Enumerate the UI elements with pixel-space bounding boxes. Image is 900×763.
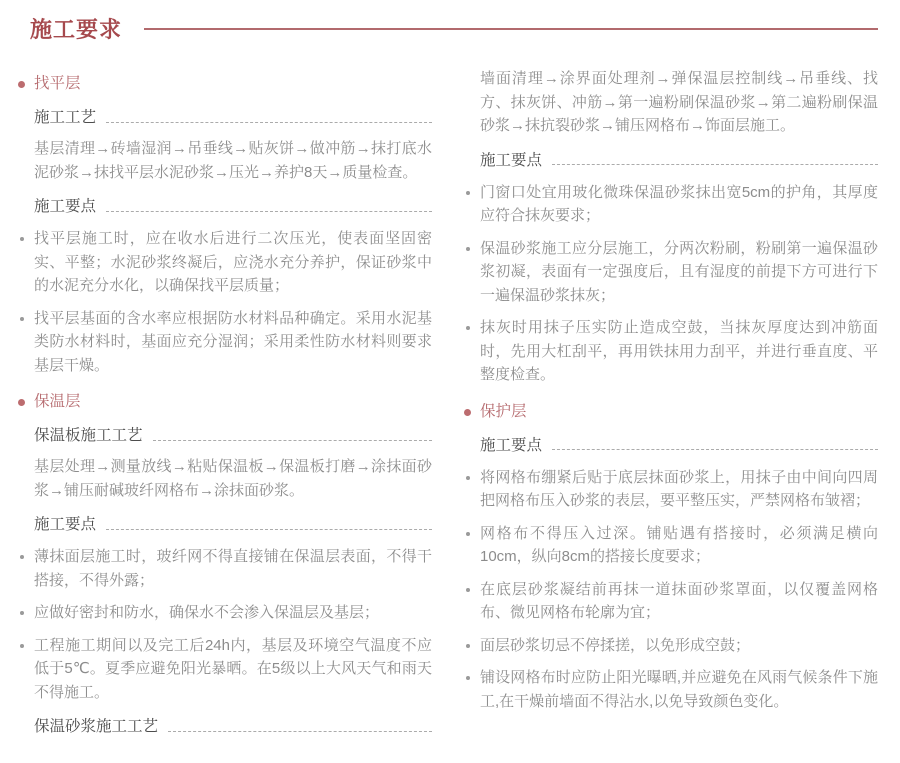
bullet-dot-icon — [466, 644, 470, 648]
subheading-label: 保温砂浆施工工艺 — [34, 718, 159, 735]
bullet-item — [480, 578, 878, 625]
bullet-text: 面层砂浆切忌不停揉搓，以免形成空鼓； — [480, 636, 751, 654]
bullet-item — [480, 237, 878, 308]
bullet-text: 抹灰时用抹子压实防止造成空鼓，当抹灰厚度达到冲筋面时，先用大杠刮平，再用铁抹用力刮平，并进行垂直度、平整度检查。 — [480, 319, 878, 383]
section-heading — [34, 391, 432, 413]
bullet-item — [34, 634, 432, 705]
subheading — [34, 425, 432, 447]
bullet-item — [480, 466, 878, 513]
bullet-dot-icon — [466, 476, 470, 480]
section-heading — [34, 73, 432, 95]
subheading — [34, 514, 432, 536]
dotted-leader-line — [106, 114, 432, 123]
bullet-dot-icon — [466, 191, 470, 195]
bullet-item — [480, 666, 878, 713]
bullet-text: 找平层基面的含水率应根据防水材料品种确定。采用水泥基类防水材料时，基面应充分湿润；采用柔性防水材料则要求基层干燥。 — [34, 309, 432, 374]
subheading — [480, 435, 878, 457]
subheading-label: 保温板施工工艺 — [34, 427, 143, 444]
subheading — [34, 196, 432, 218]
bullet-text: 找平层施工时，应在收水后进行二次压光，使表面坚固密实、平整；水泥砂浆终凝后，应浇水充分养护，保证砂浆中的水泥充分水化，以确保找平层质量； — [34, 230, 432, 294]
bullet-item — [480, 522, 878, 569]
dotted-leader-line — [106, 203, 432, 212]
bullet-dot-icon — [20, 237, 24, 241]
bullet-text: 在底层砂浆凝结前再抹一道抹面砂浆罩面，以仅覆盖网格布、微见网格布轮廓为宜； — [480, 580, 878, 621]
process-paragraph: 基层清理→砖墙湿润→吊垂线→贴灰饼→做冲筋→抹打底水泥砂浆→抹找平层水泥砂浆→压光→养护8天→质量检查。 — [34, 140, 432, 181]
process-paragraph: 墙面清理→涂界面处理剂→弹保温层控制线→吊垂线、找方、抹灰饼、冲筋→第一遍粉刷保温砂浆→第二遍粉刷保温砂浆→抹抗裂砂浆→铺压网格布→饰面层施工。 — [480, 70, 878, 134]
content-columns — [30, 59, 878, 740]
subheading — [34, 716, 432, 738]
column-left — [30, 59, 432, 740]
subheading-label: 施工要点 — [480, 436, 543, 454]
bullet-item — [480, 316, 878, 387]
section-bullet-icon — [18, 81, 25, 88]
subheading — [480, 150, 878, 172]
section-heading-label: 保护层 — [480, 402, 527, 420]
bullet-dot-icon — [466, 588, 470, 592]
bullet-text: 将网格布绷紧后贴于底层抹面砂浆上，用抹子由中间向四周把网格布压入砂浆的表层，要平整压实，严禁网格布皱褶； — [480, 468, 878, 509]
bullet-text: 保温砂浆施工应分层施工，分两次粉刷，粉刷第一遍保温砂浆初凝，表面有一定强度后，且有湿度的前提下方可进行下一遍保温砂浆抹灰； — [480, 239, 878, 304]
subheading-label: 施工要点 — [34, 516, 97, 533]
page-header — [30, 13, 878, 44]
page-title: 施工要求 — [30, 17, 123, 42]
section-bullet-icon — [18, 399, 25, 406]
bullet-dot-icon — [20, 611, 24, 615]
bullet-dot-icon — [20, 644, 24, 648]
dotted-leader-line — [552, 156, 878, 165]
section-bullet-icon — [464, 409, 471, 416]
bullet-dot-icon — [466, 676, 470, 680]
dotted-leader-line — [153, 432, 432, 441]
bullet-text: 门窗口处宜用玻化微珠保温砂浆抹出宽5cm的护角，其厚度应符合抹灰要求； — [480, 183, 878, 224]
bullet-item — [480, 181, 878, 228]
bullet-dot-icon — [466, 532, 470, 536]
process-paragraph: 基层处理→测量放线→粘贴保温板→保温板打磨→涂抹面砂浆→铺压耐碱玻纤网格布→涂抹面砂浆。 — [34, 458, 432, 499]
bullet-item — [34, 307, 432, 378]
subheading-label: 施工工艺 — [34, 109, 97, 126]
bullet-text: 薄抹面层施工时，玻纤网不得直接铺在保温层表面，不得干搭接，不得外露； — [34, 548, 432, 589]
dotted-leader-line — [552, 441, 878, 450]
subheading-label: 施工要点 — [480, 151, 543, 169]
section-heading-label: 找平层 — [34, 75, 81, 92]
subheading — [34, 107, 432, 129]
bullet-item — [34, 227, 432, 298]
dotted-leader-line — [106, 521, 432, 530]
bullet-item — [480, 634, 878, 658]
bullet-text: 应做好密封和防水，确保水不会渗入保温层及基层； — [34, 604, 380, 621]
section-heading — [480, 401, 878, 423]
bullet-text: 网格布不得压入过深。铺贴遇有搭接时，必须满足横向10cm，纵向8cm的搭接长度要求； — [480, 524, 878, 565]
bullet-dot-icon — [466, 247, 470, 251]
title-rule-divider — [144, 28, 878, 30]
bullet-text: 工程施工期间以及完工后24h内，基层及环境空气温度不应低于5℃。夏季应避免阳光暴晒。在5级以上大风天气和雨天不得施工。 — [34, 636, 432, 701]
dotted-leader-line — [168, 723, 432, 732]
bullet-dot-icon — [466, 326, 470, 330]
column-right — [476, 59, 878, 740]
section-heading-label: 保温层 — [34, 393, 81, 410]
bullet-dot-icon — [20, 555, 24, 559]
bullet-item — [34, 545, 432, 592]
bullet-item — [34, 601, 432, 625]
subheading-label: 施工要点 — [34, 198, 97, 215]
bullet-text: 铺设网格布时应防止阳光曝晒,并应避免在风雨气候条件下施工,在干燥前墙面不得沾水,以免导致颜色变化。 — [480, 669, 878, 710]
bullet-dot-icon — [20, 317, 24, 321]
